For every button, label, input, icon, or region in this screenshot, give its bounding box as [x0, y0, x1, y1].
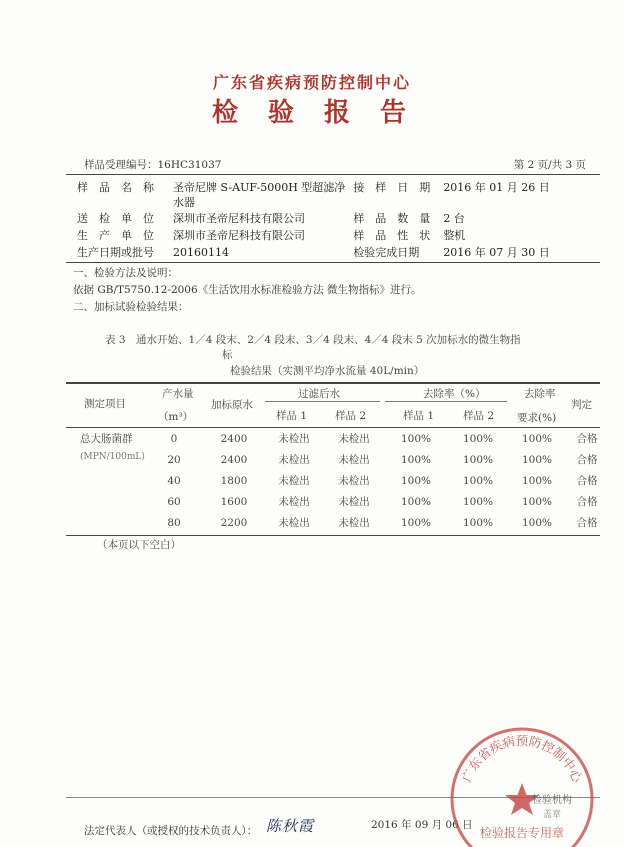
removal-group-rule [385, 401, 507, 402]
section-2-heading: 二、加标试验检验结果： [73, 301, 189, 313]
cell-requirement: 100% [521, 474, 553, 487]
col-filtered-sample1: 样品 1 [276, 410, 308, 422]
info-label: 样 品 名 称 [77, 181, 154, 194]
cell-raw: 2400 [220, 453, 248, 466]
info-value: 20160114 [173, 246, 229, 259]
cell-output: 60 [167, 495, 181, 508]
cell-output: 20 [167, 453, 181, 466]
cell-removal1: 100% [400, 453, 432, 466]
cell-judgement: 合格 [576, 454, 598, 466]
cell-removal2: 100% [462, 516, 494, 529]
cell-sample1: 未检出 [278, 496, 310, 508]
seal-center-subtext: 盖章 [542, 810, 562, 820]
cell-output: 40 [167, 474, 181, 487]
cell-sample1: 未检出 [278, 517, 310, 529]
info-label: 生产日期或批号 [77, 246, 154, 259]
col-judge-header: 判定 [571, 399, 592, 411]
info-row [77, 245, 550, 262]
seal-bottom-text: 检验报告专用章 [479, 826, 565, 840]
info-value: 2016 年 01 月 26 日 [443, 181, 550, 194]
info-row [77, 228, 550, 245]
legal-representative-label: 法定代表人（或授权的技术负责人）： [84, 825, 258, 837]
col-output-unit: （m³） [158, 411, 194, 423]
table-row [145, 449, 609, 470]
info-value: 2 台 [443, 212, 465, 225]
info-label: 生 产 单 位 [77, 229, 154, 242]
cell-removal2: 100% [462, 474, 494, 487]
item-unit: (MPN/100mL) [80, 452, 145, 462]
table-caption-line1: 表 3 通水开始、1／4 段末、2／4 段末、3／4 段末、4／4 段末 5 次加标水的微生物指 [105, 334, 521, 346]
info-label: 样 品 性 状 [353, 229, 431, 242]
col-filtered-sample2: 样品 2 [335, 410, 367, 422]
col-req-header: 去除率 [524, 388, 556, 400]
cell-output: 0 [170, 432, 178, 445]
col-item-header: 测定项目 [84, 398, 126, 410]
cell-sample2: 未检出 [338, 475, 370, 487]
cell-judgement: 合格 [576, 496, 598, 508]
cell-removal1: 100% [400, 432, 432, 445]
info-label: 接 样 日 期 [353, 181, 431, 194]
cell-sample2: 未检出 [338, 454, 370, 466]
info-value: 整机 [443, 229, 466, 242]
official-seal [448, 725, 596, 847]
report-date: 2016 年 09 月 06 日 [371, 819, 473, 831]
section-1-text: 依据 GB/T5750.12-2006《生活饮用水标准检验方法 微生物指标》进行。 [73, 284, 422, 296]
header-rule [66, 174, 600, 175]
table-caption-line2: 标 [222, 349, 233, 361]
col-raw-header: 加标原水 [211, 399, 253, 411]
info-row [77, 211, 550, 228]
sample-number [84, 157, 221, 172]
cell-judgement: 合格 [576, 433, 598, 445]
cell-sample1: 未检出 [278, 475, 310, 487]
cell-removal1: 100% [400, 474, 432, 487]
sample-number-label: 样品受理编号： [84, 159, 158, 171]
sample-number-value: 16HC31037 [157, 159, 222, 171]
table-row [145, 491, 609, 512]
cell-sample1: 未检出 [278, 433, 310, 445]
info-row [77, 180, 550, 211]
col-removal-sample1: 样品 1 [403, 410, 435, 422]
table-row [145, 470, 609, 491]
seal-center-text: 检验机构 [532, 795, 572, 806]
org-title: 广东省疾病预防控制中心 [212, 73, 411, 92]
cell-sample2: 未检出 [338, 496, 370, 508]
col-removal-header: 去除率（%） [423, 388, 486, 400]
info-value: 深圳市圣帝尼科技有限公司 [173, 229, 305, 242]
cell-judgement: 合格 [576, 517, 598, 529]
table-row [145, 428, 609, 449]
info-value-line1: 圣帝尼牌 S-AUF-5000H 型超滤净 [173, 181, 346, 194]
results-table [145, 428, 609, 533]
info-value [173, 180, 345, 211]
report-title: 检验报告 [211, 98, 436, 128]
item-name: 总大肠菌群 [80, 433, 133, 445]
cell-requirement: 100% [521, 495, 553, 508]
cell-removal2: 100% [462, 453, 494, 466]
col-removal-sample2: 样品 2 [463, 410, 495, 422]
section-1-heading: 一、检验方法及说明： [73, 267, 178, 279]
cell-raw: 2400 [220, 432, 248, 445]
cell-raw: 1600 [220, 495, 248, 508]
col-output-header: 产水量 [162, 388, 194, 400]
col-req-unit: 要求(%) [517, 412, 557, 424]
table-top-rule [66, 382, 600, 384]
cell-removal1: 100% [400, 495, 432, 508]
info-value-line2: 水器 [173, 196, 195, 209]
table-row [145, 512, 609, 533]
cell-judgement: 合格 [576, 475, 598, 487]
col-filtered-header: 过滤后水 [298, 388, 340, 400]
table-bottom-rule [66, 535, 600, 536]
cell-sample2: 未检出 [338, 433, 370, 445]
signature: 陈秋霞 [266, 817, 315, 835]
cell-removal2: 100% [462, 495, 494, 508]
info-label: 送 检 单 位 [77, 212, 154, 225]
cell-raw: 2200 [220, 516, 248, 529]
cell-raw: 1800 [220, 474, 248, 487]
cell-removal1: 100% [400, 516, 432, 529]
info-label: 检验完成日期 [353, 246, 420, 259]
cell-removal2: 100% [462, 432, 494, 445]
info-value: 深圳市圣帝尼科技有限公司 [173, 212, 305, 225]
cell-requirement: 100% [521, 432, 553, 445]
info-value: 2016 年 07 月 30 日 [443, 246, 550, 259]
seal-ring-text: 广东省疾病预防控制中心 [458, 733, 586, 785]
cell-requirement: 100% [521, 453, 553, 466]
filtered-group-rule [265, 401, 380, 402]
blank-note: （本页以下空白） [97, 539, 181, 551]
cell-output: 80 [167, 516, 181, 529]
cell-requirement: 100% [521, 516, 553, 529]
sample-info-table [77, 180, 550, 262]
info-label: 样 品 数 量 [353, 212, 431, 225]
table-caption-line3: 检验结果（实测平均净水流量 40L/min） [230, 365, 425, 377]
cell-sample2: 未检出 [338, 517, 370, 529]
page-info: 第 2 页/共 3 页 [513, 159, 586, 171]
cell-sample1: 未检出 [278, 454, 310, 466]
info-rule [66, 262, 600, 263]
